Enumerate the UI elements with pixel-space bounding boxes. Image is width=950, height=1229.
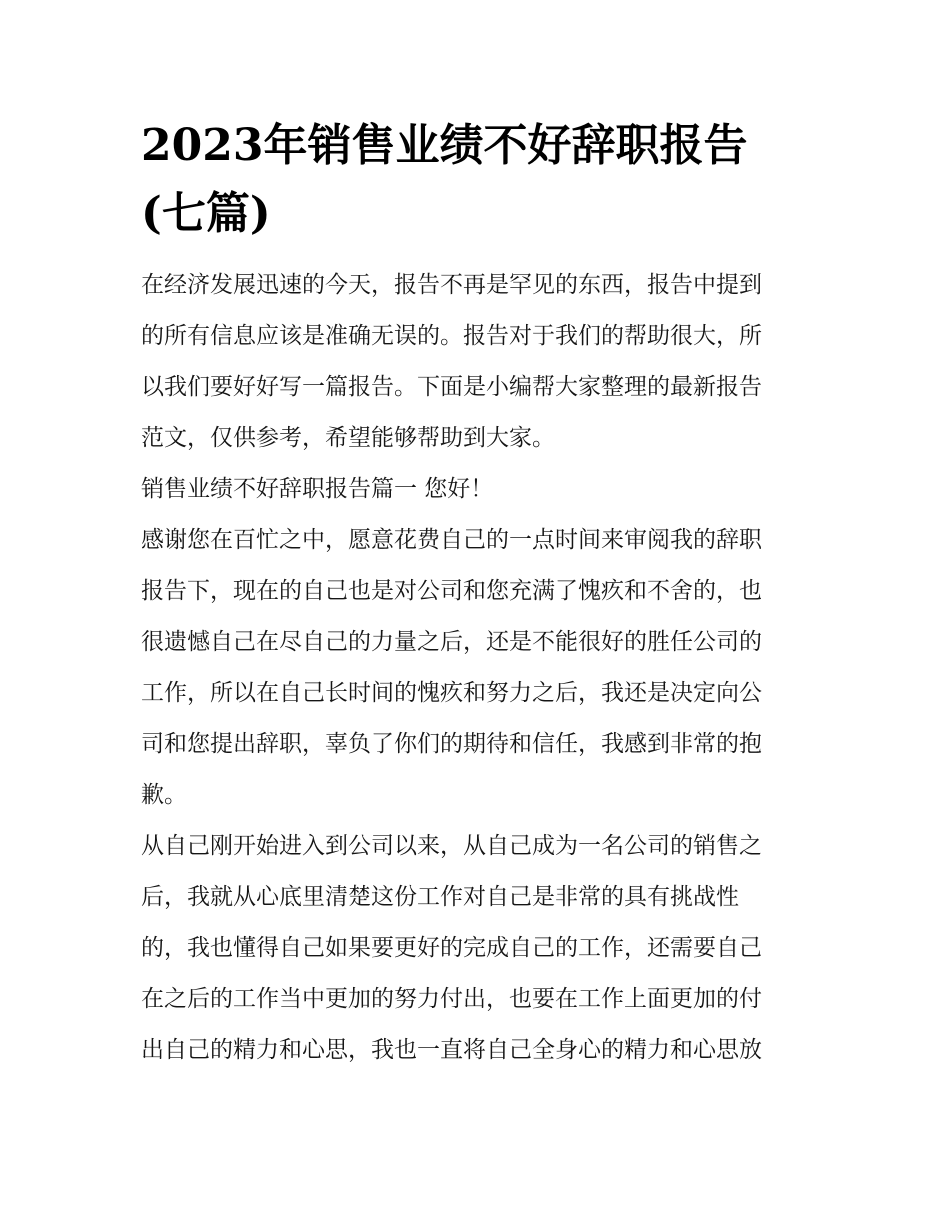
section-heading-line: 销售业绩不好辞职报告篇一 您好！ [141, 476, 494, 502]
body-line: 歉。 [141, 782, 187, 808]
body-line: 范文，仅供参考，希望能够帮助到大家。 [141, 425, 555, 451]
body-line: 在经济发展迅速的今天，报告不再是罕见的东西，报告中提到 [141, 272, 762, 298]
body-line: 出自己的精力和心思，我也一直将自己全身心的精力和心思放 [141, 1037, 762, 1063]
title-line-2: (七篇) [141, 188, 271, 239]
body-line: 以我们要好好写一篇报告。下面是小编帮大家整理的最新报告 [141, 374, 762, 400]
body-line: 的，我也懂得自己如果要更好的完成自己的工作，还需要自己 [141, 935, 762, 961]
body-line: 很遗憾自己在尽自己的力量之后，还是不能很好的胜任公司的 [141, 629, 762, 655]
body-line: 从自己刚开始进入到公司以来，从自己成为一名公司的销售之 [141, 833, 762, 859]
body-line: 的所有信息应该是准确无误的。报告对于我们的帮助很大，所 [141, 323, 762, 349]
body-line: 司和您提出辞职，辜负了你们的期待和信任，我感到非常的抱 [141, 731, 762, 757]
body-line: 感谢您在百忙之中，愿意花费自己的一点时间来审阅我的辞职 [141, 527, 762, 553]
body-line: 在之后的工作当中更加的努力付出，也要在工作上面更加的付 [141, 986, 762, 1012]
body-line: 后，我就从心底里清楚这份工作对自己是非常的具有挑战性 [141, 884, 739, 910]
title-line-1: 2023年销售业绩不好辞职报告 [141, 120, 748, 171]
document-body [141, 260, 813, 1076]
document-content [141, 112, 813, 1076]
document-title [141, 112, 813, 248]
body-line: 工作，所以在自己长时间的愧疚和努力之后，我还是决定向公 [141, 680, 762, 706]
body-line: 报告下，现在的自己也是对公司和您充满了愧疚和不舍的，也 [141, 578, 762, 604]
